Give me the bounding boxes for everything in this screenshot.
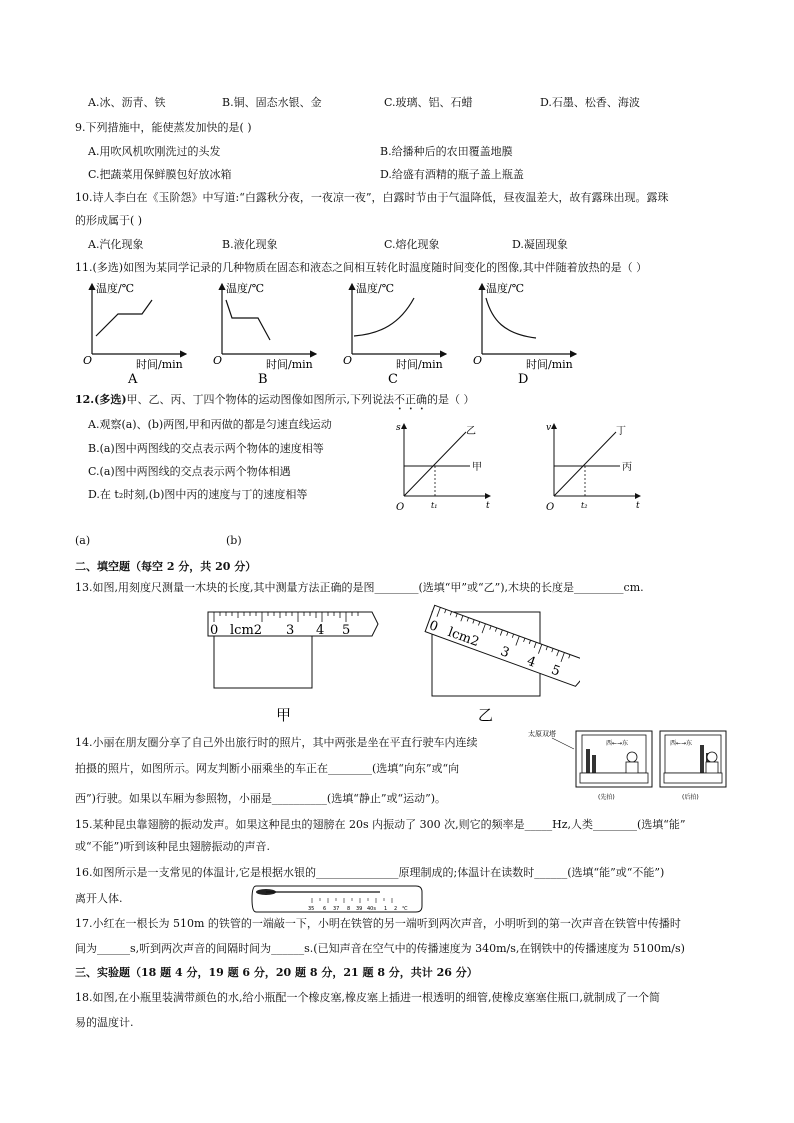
q13-caption-yi: 乙 — [478, 706, 494, 724]
q14-photo-second — [660, 731, 726, 801]
q11-graph-a — [83, 281, 186, 387]
q11-graph-d — [473, 281, 576, 387]
q12-option-c: C.(a)图中两图线的交点表示两个物体相遇 — [88, 465, 291, 478]
q17-line2: 间为______s,听到两次声音的间隔时间为______s.(已知声音在空气中的传播速度为 340m/s,在钢铁中的传播速度为 5100m/s) — [75, 942, 685, 955]
q12-option-b: B.(a)图中两图线的交点表示两个物体的速度相等 — [88, 442, 324, 455]
q12-caption-a: (a) — [75, 534, 91, 547]
q11-d-ylabel: 温度/℃ — [486, 282, 525, 295]
q11-a-label: A — [128, 372, 138, 387]
q13-jia-tick-0: 0 — [210, 623, 219, 638]
q15-line1: 15.某种昆虫靠翅膀的振动发声。如果这种昆虫的翅膀在 20s 内振动了 300 次,则它的频率是_____Hz,人类________(选填“能” — [75, 818, 686, 831]
q9-option-d: D.给盛有酒精的瓶子盖上瓶盖 — [380, 168, 524, 181]
q14-photos — [528, 725, 728, 805]
q14-caption-second: (后拍) — [682, 794, 699, 801]
q14-line3: 西”)行驶。如果以车厢为参照物，小丽是__________(选填“静止”或“运动”)。 — [75, 792, 446, 805]
q13-stem: 13.如图,用刻度尺测量一木块的长度,其中测量方法正确的是图________(选填“甲”或“乙”),木块的长度是_________cm. — [75, 581, 644, 594]
q8-option-c: C.玻璃、铝、石蜡 — [384, 96, 473, 109]
q11-a-ylabel: 温度/℃ — [96, 282, 135, 295]
q14-photo-first — [528, 729, 652, 801]
q11-c-ylabel: 温度/℃ — [356, 282, 395, 295]
q13-figure-yi — [425, 605, 580, 724]
q12-b-t2: t₂ — [581, 501, 588, 510]
q11-c-xlabel: 时间/min — [396, 358, 443, 371]
q16-scale-unit: ℃ — [402, 906, 408, 912]
q11-b-origin: O — [213, 354, 223, 367]
q11-graph-b — [213, 281, 316, 387]
q11-a-origin: O — [83, 354, 93, 367]
q12-b-label-ding: 丁 — [616, 426, 626, 437]
q12-a-label-jia: 甲 — [472, 462, 482, 473]
q9-option-c: C.把蔬菜用保鲜膜包好放冰箱 — [88, 168, 232, 181]
q12-b-origin: O — [546, 502, 555, 513]
q14-dir-first: 西←→东 — [606, 740, 629, 747]
q14-line2: 拍摄的照片，如图所示。网友判断小丽乘坐的车正在________(选填“向东”或“向 — [75, 762, 460, 775]
q17-line1: 17.小红在一根长为 510m 的铁管的一端敲一下，小明在铁管的另一端听到两次声音，小明听到的第一次声音在铁管中传播时 — [75, 917, 681, 930]
q12-stem — [75, 393, 475, 413]
q16-scale-40s: 40s — [367, 906, 376, 912]
q11-d-label: D — [518, 372, 529, 387]
q13-yi-tick-5: 5 — [549, 662, 563, 680]
q9-option-a: A.用吹风机吹刚洗过的头发 — [88, 145, 221, 158]
q13-figure — [200, 602, 580, 727]
q10-option-d: D.凝固现象 — [512, 238, 568, 251]
q15-line2: 或“不能”)听到该种昆虫翅膀振动的声音. — [75, 840, 271, 853]
section-2-heading: 二、填空题（每空 2 分，共 20 分） — [75, 560, 257, 573]
q18-line1: 18.如图,在小瓶里装满带颜色的水,给小瓶配一个橡皮塞,橡皮塞上插进一根透明的细管,使橡皮塞塞住瓶口,就制成了一个简 — [75, 991, 660, 1004]
q14-tower-label: 太原双塔 — [528, 730, 556, 738]
q13-yi-tick-1cm2: lcm2 — [445, 625, 482, 651]
q16-scale-6: 6 — [323, 906, 327, 912]
q10-option-b: B.液化现象 — [222, 238, 278, 251]
q10-option-c: C.熔化现象 — [384, 238, 440, 251]
q10-option-a: A.汽化现象 — [88, 238, 144, 251]
q12-a-label-yi: 乙 — [466, 426, 476, 437]
q13-jia-tick-3: 3 — [286, 623, 295, 638]
q12-a-xlabel: t — [486, 501, 490, 511]
q8-option-b: B.铜、固态水银、金 — [222, 96, 322, 109]
q12-a-ylabel: s — [396, 423, 401, 433]
q12-b-xlabel: t — [636, 501, 640, 511]
q16-scale-8: 8 — [347, 906, 351, 912]
q13-jia-tick-1cm2: lcm2 — [230, 623, 263, 638]
q12-stem-prefix: 12.(多选) — [75, 393, 127, 406]
q11-c-origin: O — [343, 354, 353, 367]
q14-dir-second: 西←→东 — [670, 740, 693, 747]
q11-c-label: C — [388, 372, 398, 387]
q12-stem-body: 甲、乙、丙、丁四个物体的运动图像如图所示,下列说法 — [126, 393, 395, 406]
q12-option-a: A.观察(a)、(b)两图,甲和丙做的都是匀速直线运动 — [88, 418, 332, 431]
q11-d-origin: O — [473, 354, 483, 367]
q13-yi-tick-3: 3 — [498, 644, 512, 662]
q12-b-label-bing: 丙 — [622, 462, 632, 473]
q12-graphs — [390, 420, 650, 520]
q10-stem-line2: 的形成属于( ) — [75, 214, 143, 227]
q13-yi-tick-0: 0 — [427, 618, 440, 636]
q13-jia-tick-5: 5 — [342, 623, 351, 638]
q16-scale-2: 2 — [394, 906, 398, 912]
q12-graph-a — [396, 423, 490, 513]
q12-option-d: D.在 t₂时刻,(b)图中丙的速度与丁的速度相等 — [88, 488, 308, 501]
q13-figure-jia — [208, 612, 378, 724]
q12-caption-b: (b) — [226, 534, 242, 547]
q11-d-xlabel: 时间/min — [526, 358, 573, 371]
q12-stem-end: 的是（ ） — [427, 393, 475, 406]
q9-option-b: B.给播种后的农田覆盖地膜 — [380, 145, 513, 158]
q12-stem-emphasis: 不正确 — [394, 393, 428, 406]
q9-stem: 9.下列措施中，能使蒸发加快的是( ) — [75, 121, 252, 134]
q11-stem: 11.(多选)如图为某同学记录的几种物质在固态和液态之间相互转化时温度随时间变化的图像,其中伴随着放热的是（ ） — [75, 261, 648, 274]
q18-line2: 易的温度计. — [75, 1016, 134, 1029]
q12-b-ylabel: v — [546, 423, 552, 433]
q11-graph-c — [343, 281, 446, 387]
q16-thermometer — [250, 880, 430, 922]
q14-caption-first: (先拍) — [598, 794, 615, 801]
q16-scale-35: 35 — [308, 906, 315, 912]
q16-line1: 16.如图所示是一支常见的体温计,它是根据水银的_______________原理制成的;体温计在读数时______(选填“能”或“不能”) — [75, 866, 665, 879]
q12-a-t1: t₁ — [431, 501, 438, 510]
q8-option-d: D.石墨、松香、海波 — [540, 96, 640, 109]
q11-b-xlabel: 时间/min — [266, 358, 313, 371]
q13-jia-tick-4: 4 — [316, 623, 325, 638]
q10-stem-line1: 10.诗人李白在《玉阶怨》中写道:“白露秋分夜，一夜凉一夜”，白露时节由于气温降低，昼夜温差大，故有露珠出现。露珠 — [75, 191, 669, 204]
q14-line1: 14.小丽在朋友圈分享了自己外出旅行时的照片，其中两张是坐在平直行驶车内连续 — [75, 736, 478, 749]
q16-scale-39: 39 — [356, 906, 363, 912]
q13-yi-tick-4: 4 — [524, 653, 538, 671]
q13-caption-jia: 甲 — [276, 706, 292, 724]
q12-graph-b — [546, 423, 640, 513]
section-3-heading: 三、实验题（18 题 4 分，19 题 6 分，20 题 8 分，21 题 8 分，共计 26 分） — [75, 966, 478, 979]
q11-b-ylabel: 温度/℃ — [226, 282, 265, 295]
q16-scale-1: 1 — [384, 906, 388, 912]
q11-b-label: B — [258, 372, 268, 387]
q11-a-xlabel: 时间/min — [136, 358, 183, 371]
q12-a-origin: O — [396, 502, 405, 513]
q16-scale-37: 37 — [333, 906, 340, 912]
q16-line2: 离开人体. — [75, 892, 123, 905]
q8-option-a: A.冰、沥青、铁 — [88, 96, 166, 109]
q11-graphs — [80, 278, 680, 388]
